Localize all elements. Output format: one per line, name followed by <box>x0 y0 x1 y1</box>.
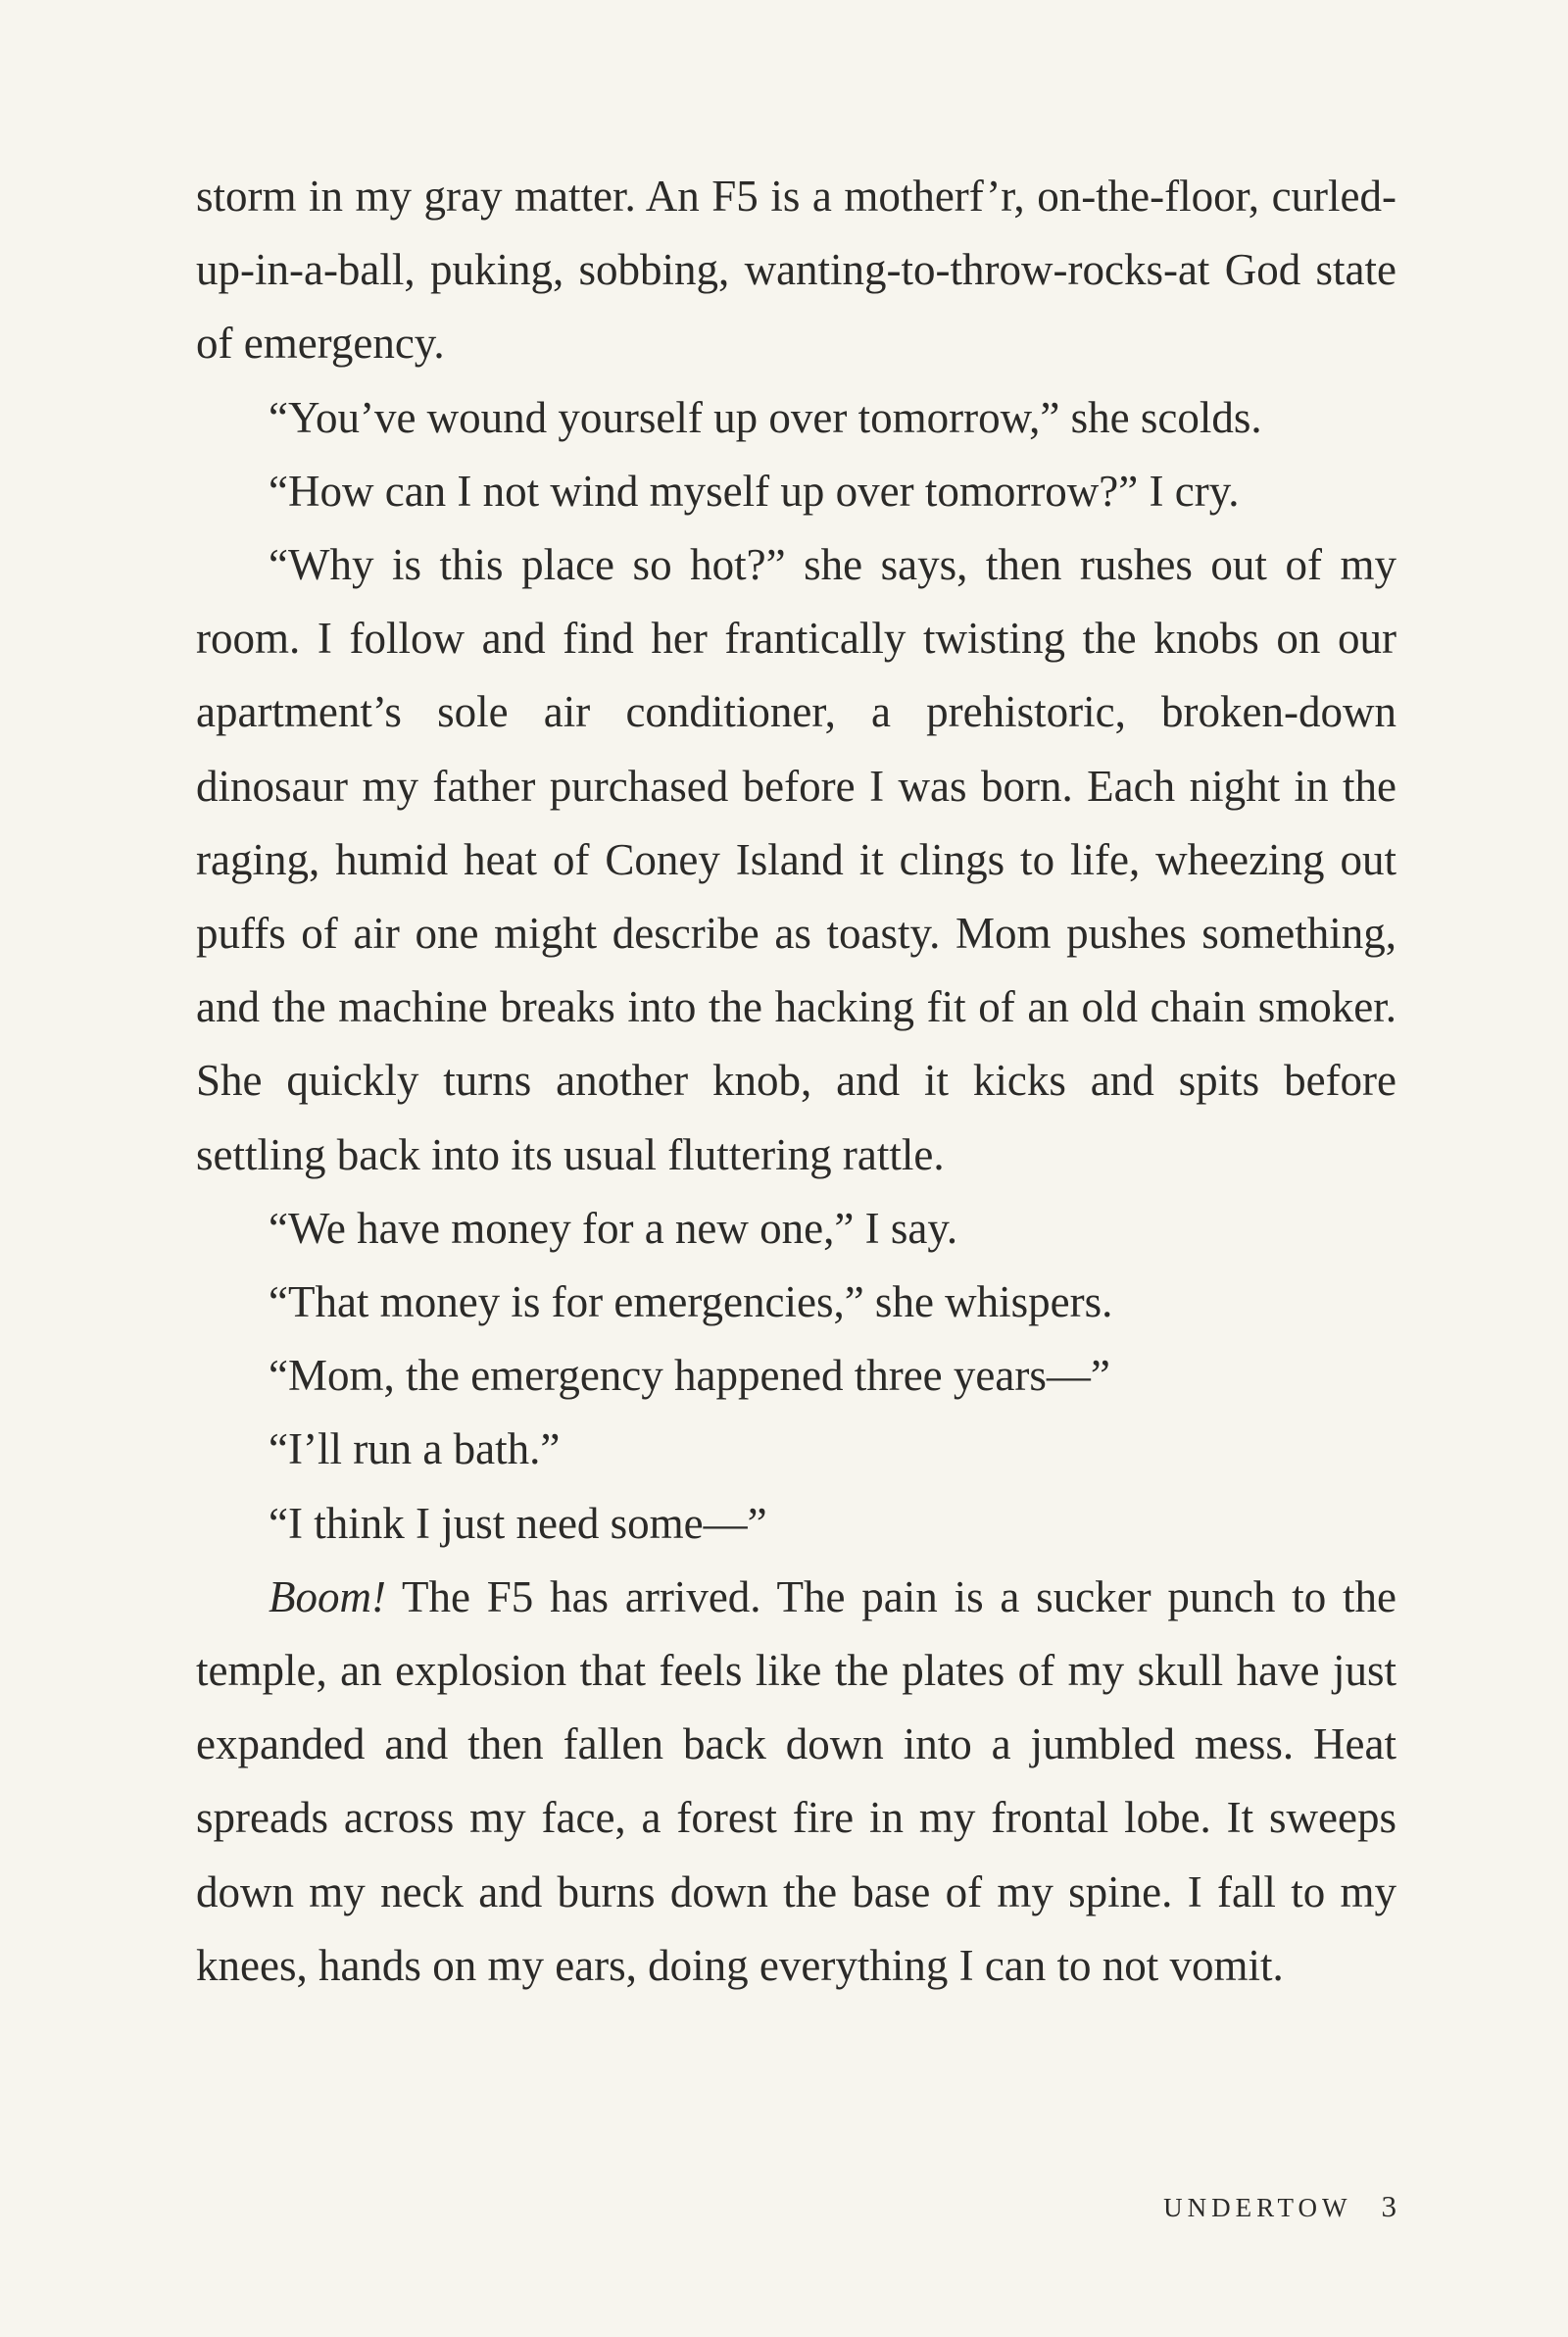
paragraph: “Why is this place so hot?” she says, then rushes out of my room. I follow and find her frantically twisting the knobs on our apartment’s sole air conditioner, a prehistoric, broken-down dinosaur my father purchased before I was born. Each night in the raging, humid heat of Coney Island it clings to life, wheezing out puffs of air one might describe as toasty. Mom pushes something, and the machine breaks into the hacking fit of an old chain smoker. She quickly turns another knob, and it kicks and spits before settling back into its usual fluttering rattle. <box>196 540 1396 1179</box>
running-title: UNDERTOW <box>1163 2193 1352 2222</box>
paragraph: “I’ll run a bath.” <box>269 1424 561 1474</box>
emphasized-word: Boom! <box>269 1571 386 1621</box>
paragraph: “How can I not wind myself up over tomorrow?” I cry. <box>269 466 1240 516</box>
page-number: 3 <box>1381 2189 1396 2223</box>
paragraph-text: The F5 has arrived. The pain is a sucker punch to the temple, an explosion that feels like the plates of my skull have just expanded and then fallen back down into a jumbled mess. Heat spreads across my face, a forest fire in my frontal lobe. It sweeps down my neck and burns down the base of my spine. I fall to my knees, hands on my ears, doing everything I can to not vomit. <box>196 1571 1396 1990</box>
paragraph <box>196 1561 1396 2003</box>
paragraph: “Mom, the emergency happened three years—” <box>269 1351 1110 1401</box>
paragraph: “That money is for emergencies,” she whispers. <box>269 1277 1113 1327</box>
body-text <box>196 160 1396 2003</box>
paragraph: “We have money for a new one,” I say. <box>269 1203 958 1253</box>
paragraph: storm in my gray matter. An F5 is a motherf’r, on-the-floor, curled-up-in-a-ball, puking, sobbing, wanting-to-throw-rocks-at God state of emergency. <box>196 172 1396 369</box>
running-footer <box>1163 2189 1396 2224</box>
paragraph: “You’ve wound yourself up over tomorrow,” she scolds. <box>269 392 1262 442</box>
paragraph: “I think I just need some—” <box>269 1498 767 1548</box>
